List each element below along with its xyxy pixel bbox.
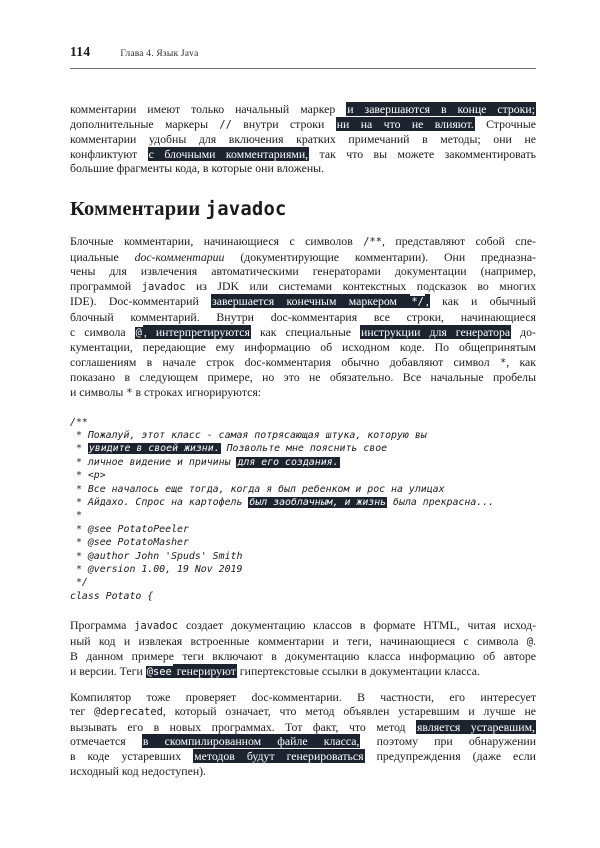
paragraph	[70, 618, 536, 679]
text-segment: doc-комментарии	[134, 249, 225, 264]
text-line	[70, 161, 536, 176]
text-segment: чены для извлечения автоматическими генераторами документации (например,	[70, 264, 536, 279]
text-line	[70, 147, 536, 162]
highlighted-text: , интерпретируются	[143, 324, 250, 339]
highlighted-text: методов будут генерироваться	[194, 748, 364, 763]
text-segment: вызывать его в новых программах. Тот факт, что метод	[70, 719, 416, 734]
section-heading	[70, 198, 536, 221]
text-segment: *	[70, 443, 88, 455]
text-segment: Позвольте мне пояснить свое	[220, 443, 388, 455]
text-segment: /**	[363, 235, 382, 248]
text-segment: * <p>	[70, 470, 106, 482]
text-segment: IDE). Doc-комментарий	[70, 294, 212, 309]
text-segment: @deprecated	[94, 706, 163, 719]
text-line	[70, 234, 536, 250]
text-line	[70, 117, 536, 133]
text-segment: * Все началось еще тогда, когда я был ребенком и рос на улицах	[70, 483, 445, 495]
paragraph	[70, 102, 536, 176]
text-segment: исходный код недоступен).	[70, 763, 207, 778]
running-header	[70, 44, 536, 69]
highlighted-text: для его создания.	[237, 456, 339, 468]
highlighted-text: */	[411, 296, 424, 309]
text-segment: из JDK или системами контекстных подсказок во многих	[185, 278, 536, 293]
highlighted-text: инструкции для генератора	[361, 324, 511, 339]
text-segment: ный код и извлекая встроенные комментарии и теги, начинающиеся с символа	[70, 633, 527, 648]
text-segment: отмечается	[70, 734, 142, 749]
text-segment: *	[499, 356, 507, 369]
text-line	[70, 704, 536, 720]
text-line	[70, 250, 536, 265]
code-line	[70, 416, 536, 429]
text-segment: * @see PotatoMasher	[70, 537, 189, 549]
code-line	[70, 429, 536, 442]
text-segment: * Пожалуй, этот класс - самая потрясающая штука, которую вы	[70, 429, 427, 441]
text-segment: Блочные комментарии, начинающиеся с символов	[70, 233, 364, 248]
text-line	[70, 264, 536, 279]
text-segment: , как	[506, 354, 536, 369]
page-content	[70, 102, 536, 778]
text-segment: Строчные	[474, 116, 536, 131]
text-line	[70, 132, 536, 147]
text-segment: * @see PotatoPeeler	[70, 523, 189, 535]
text-segment: показано в следующем примере, но это не обязательно. Все начальные пробелы	[70, 370, 536, 385]
text-line	[70, 664, 536, 680]
text-segment: в строках игнорируются:	[132, 384, 262, 399]
text-segment: комментарии удобны для включения кратких примечаний в методы; они не	[70, 132, 536, 147]
text-segment: * Айдахо. Спрос на картофель	[70, 496, 249, 508]
text-line	[70, 764, 536, 779]
text-segment: предупреждения (даже если	[364, 748, 536, 763]
text-line	[70, 355, 536, 371]
text-segment: javadoc	[205, 197, 287, 220]
text-segment: как и обычный	[429, 294, 536, 309]
text-segment: была прекрасна...	[387, 496, 495, 508]
paragraph	[70, 234, 536, 401]
text-segment: до-	[511, 324, 536, 339]
text-segment: как специальные	[250, 324, 360, 339]
code-line	[70, 456, 536, 469]
text-segment: с символа	[70, 324, 135, 339]
highlighted-text: ,	[425, 294, 429, 309]
text-segment: *	[126, 386, 133, 399]
text-segment: *	[70, 510, 82, 522]
code-line	[70, 563, 536, 576]
text-line	[70, 370, 536, 385]
text-segment: создает документацию классов в формате HTML, читая исход-	[178, 618, 536, 633]
code-line	[70, 576, 536, 589]
text-line	[70, 385, 536, 401]
code-line	[70, 536, 536, 549]
text-line	[70, 340, 536, 355]
text-segment: комментарии имеют только начальный маркер	[70, 102, 347, 116]
text-line	[70, 749, 536, 764]
text-segment: кументации, передающие ему информацию об исходном коде. По общепринятым	[70, 340, 536, 355]
text-segment: конфликтуют	[70, 146, 148, 161]
highlighted-text: генерируют	[173, 663, 236, 678]
text-segment: Компилятор тоже проверяет doc-комментарии. В частности, его интересует	[70, 689, 536, 704]
highlighted-text: завершается конечным маркером	[212, 294, 410, 309]
highlighted-text: @	[135, 326, 142, 339]
highlighted-text: с блочными комментариями,	[148, 146, 309, 161]
code-line	[70, 483, 536, 496]
text-segment: тег	[70, 704, 95, 719]
text-segment: (документирующие комментарии). Они предназна-	[224, 249, 536, 264]
text-segment: поэтому при обнаружении	[360, 734, 537, 749]
code-line	[70, 442, 536, 455]
text-segment: /**	[70, 416, 88, 428]
text-segment: class Potato {	[70, 590, 154, 602]
text-segment: * @version 1.00, 19 Nov 2019	[70, 563, 243, 575]
highlighted-text: в скомпилированном файле класса,	[142, 734, 360, 749]
page-number: 114	[70, 44, 91, 59]
text-line	[70, 649, 536, 664]
text-segment: */	[70, 577, 88, 589]
text-segment: * личное видение и причины	[70, 456, 237, 468]
text-segment: //	[219, 118, 232, 131]
text-segment: , представляют собой спе-	[381, 233, 536, 248]
highlighted-text: @see	[146, 665, 172, 678]
text-segment: большие фрагменты кода, в которые они вложены.	[70, 161, 325, 176]
code-line	[70, 550, 536, 563]
text-segment: .	[533, 633, 536, 648]
text-segment: @	[526, 635, 534, 648]
code-line	[70, 590, 536, 603]
code-block	[70, 416, 536, 604]
code-line	[70, 469, 536, 482]
text-segment: Комментарии	[70, 197, 206, 220]
highlighted-text: является устаревшим,	[416, 719, 535, 734]
text-segment: соглашениям в начале строк doc-комментария обычно добавляют символ	[70, 354, 500, 369]
text-segment: дополнительные маркеры	[70, 116, 220, 131]
text-segment: гипертекстовые ссылки в документации класса.	[236, 663, 480, 678]
text-line	[70, 618, 536, 634]
code-line	[70, 523, 536, 536]
highlighted-text: ни на что не влияют.	[336, 116, 474, 131]
text-line	[70, 279, 536, 295]
text-segment: и версии. Теги	[70, 663, 146, 678]
text-segment: Программа	[70, 618, 135, 633]
text-line	[70, 325, 536, 341]
text-line	[70, 294, 536, 310]
text-segment: * @author John 'Spuds' Smith	[70, 550, 243, 562]
paragraph	[70, 690, 536, 779]
text-segment: циальные	[70, 249, 135, 264]
text-segment: так что вы можете закомментировать	[309, 146, 536, 161]
text-segment: внутри строки	[231, 116, 336, 131]
text-line	[70, 720, 536, 735]
highlighted-text: увидите в своей жизни.	[88, 443, 220, 455]
text-segment: блочный комментарий. Внутри doc-комментария все строки, начинающиеся	[70, 309, 536, 324]
text-line	[70, 690, 536, 705]
text-segment: в коде устаревших	[70, 748, 194, 763]
text-segment: и символы	[70, 384, 127, 399]
text-segment: , который означает, что метод объявлен устаревшим и лучше не	[162, 704, 536, 719]
text-line	[70, 310, 536, 325]
text-line	[70, 734, 536, 749]
text-segment: В данном примере теги включают в документацию класса информацию об авторе	[70, 649, 536, 664]
chapter-title: Глава 4. Язык Java	[120, 49, 199, 59]
text-line	[70, 634, 536, 650]
text-segment: программой	[70, 278, 142, 293]
highlighted-text: был заоблачным, и жизнь	[249, 496, 387, 508]
highlighted-text: и завершаются в конце строки;	[347, 102, 535, 116]
text-segment: javadoc	[141, 280, 186, 293]
code-line	[70, 496, 536, 509]
text-segment: javadoc	[134, 620, 179, 633]
code-line	[70, 509, 536, 522]
text-line	[70, 102, 536, 117]
